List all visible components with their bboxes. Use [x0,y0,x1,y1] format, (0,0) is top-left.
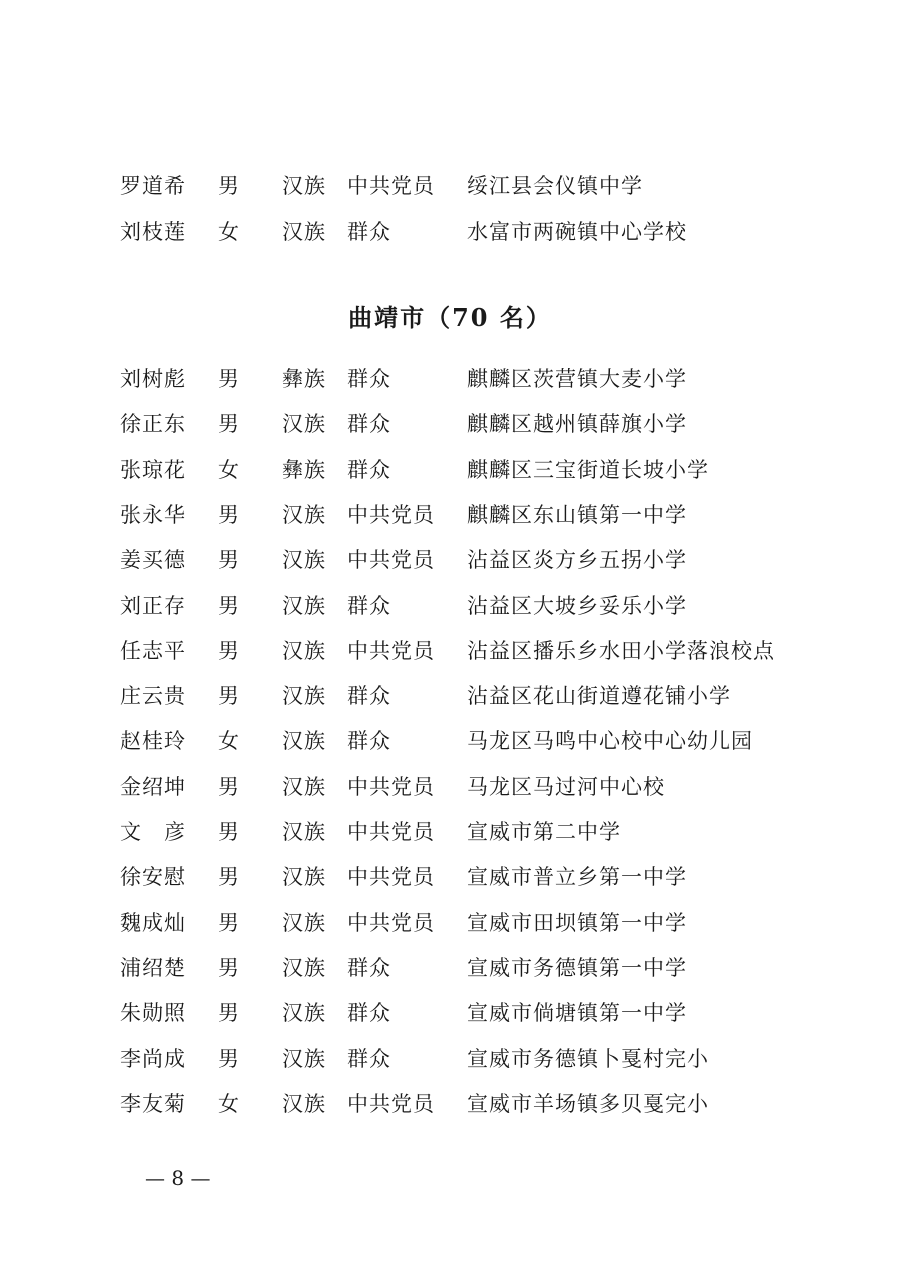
ethnicity: 汉族 [282,502,326,527]
ethnicity: 汉族 [282,1001,326,1026]
political-status: 群众 [347,1046,391,1071]
ethnicity: 汉族 [282,638,326,663]
gender: 女 [218,729,240,754]
list-row [0,1087,900,1121]
list-row [0,498,900,532]
person-name: 赵桂玲 [120,729,186,754]
organization: 宣威市羊场镇多贝戛完小 [467,1091,709,1116]
list-row [0,724,900,758]
person-name: 姜买德 [120,548,186,573]
gender: 男 [218,412,240,437]
list-row [0,679,900,713]
ethnicity: 汉族 [282,174,326,198]
organization: 麒麟区东山镇第一中学 [467,502,687,527]
list-row [0,543,900,577]
organization: 绥江县会仪镇中学 [467,174,643,198]
list-row [0,407,900,441]
gender: 男 [218,1001,240,1026]
gender: 女 [218,457,240,482]
ethnicity: 汉族 [282,593,326,618]
ethnicity: 汉族 [282,1046,326,1071]
person-name: 张琼花 [120,457,186,482]
list-row [0,860,900,894]
person-name: 金绍坤 [120,774,186,799]
ethnicity: 汉族 [282,910,326,935]
gender: 女 [218,1091,240,1116]
political-status: 群众 [347,955,391,980]
list-row [0,815,900,849]
political-status: 群众 [347,593,391,618]
ethnicity: 汉族 [282,865,326,890]
political-status: 群众 [347,684,391,709]
gender: 男 [218,910,240,935]
list-row [0,906,900,940]
organization: 水富市两碗镇中心学校 [467,219,687,244]
gender: 男 [218,638,240,663]
ethnicity: 汉族 [282,820,326,844]
person-name: 朱勋照 [120,1001,186,1026]
person-name: 庄云贵 [120,684,186,709]
political-status: 中共党员 [347,865,435,890]
political-status: 中共党员 [347,1091,435,1116]
list-row [0,996,900,1030]
gender: 男 [218,174,240,198]
organization: 宣威市务德镇第一中学 [467,955,687,980]
gender: 男 [218,367,240,391]
ethnicity: 汉族 [282,1091,326,1116]
gender: 男 [218,820,240,844]
person-name: 浦绍楚 [120,955,186,980]
person-name: 罗道希 [120,174,186,198]
organization: 宣威市务德镇卜戛村完小 [467,1046,709,1071]
gender: 男 [218,502,240,527]
political-status: 群众 [347,1001,391,1026]
organization: 宣威市第二中学 [467,820,621,844]
list-row [0,634,900,668]
organization: 麒麟区三宝街道长坡小学 [467,457,709,482]
political-status: 中共党员 [347,502,435,527]
person-name: 李尚成 [120,1046,186,1071]
ethnicity: 彝族 [282,457,326,482]
political-status: 中共党员 [347,774,435,799]
person-name: 徐正东 [120,412,186,437]
person-name: 刘正存 [120,593,186,618]
gender: 男 [218,593,240,618]
person-name: 李友菊 [120,1091,186,1116]
organization: 麒麟区茨营镇大麦小学 [467,367,687,391]
person-name: 文 彦 [120,820,186,844]
political-status: 中共党员 [347,548,435,573]
person-name: 刘树彪 [120,367,186,391]
ethnicity: 汉族 [282,774,326,799]
page-number: — 8 — [145,1166,211,1190]
list-row [0,589,900,623]
gender: 男 [218,955,240,980]
organization: 宣威市倘塘镇第一中学 [467,1001,687,1026]
organization: 麒麟区越州镇薛旗小学 [467,412,687,437]
gender: 男 [218,548,240,573]
section-title: 曲靖市（70 名） [348,303,552,332]
ethnicity: 汉族 [282,955,326,980]
political-status: 中共党员 [347,910,435,935]
organization: 宣威市田坝镇第一中学 [467,910,687,935]
list-row [0,362,900,396]
person-name: 徐安慰 [120,865,186,890]
ethnicity: 汉族 [282,684,326,709]
gender: 女 [218,219,240,244]
ethnicity: 汉族 [282,412,326,437]
person-name: 张永华 [120,502,186,527]
gender: 男 [218,865,240,890]
organization: 宣威市普立乡第一中学 [467,865,687,890]
political-status: 群众 [347,367,391,391]
ethnicity: 汉族 [282,219,326,244]
political-status: 中共党员 [347,638,435,663]
list-row [0,215,900,249]
person-name: 刘枝莲 [120,219,186,244]
political-status: 中共党员 [347,820,435,844]
political-status: 中共党员 [347,174,435,198]
ethnicity: 汉族 [282,729,326,754]
list-row [0,453,900,487]
list-row [0,1042,900,1076]
person-name: 魏成灿 [120,910,186,935]
organization: 沾益区播乐乡水田小学落浪校点 [467,638,775,663]
gender: 男 [218,774,240,799]
political-status: 群众 [347,457,391,482]
organization: 沾益区花山街道遵花铺小学 [467,684,731,709]
organization: 沾益区炎方乡五拐小学 [467,548,687,573]
ethnicity: 彝族 [282,367,326,391]
political-status: 群众 [347,412,391,437]
person-name: 任志平 [120,638,186,663]
gender: 男 [218,1046,240,1071]
organization: 马龙区马鸣中心校中心幼儿园 [467,729,753,754]
gender: 男 [218,684,240,709]
political-status: 群众 [347,219,391,244]
list-row [0,169,900,203]
political-status: 群众 [347,729,391,754]
organization: 沾益区大坡乡妥乐小学 [467,593,687,618]
ethnicity: 汉族 [282,548,326,573]
list-row [0,951,900,985]
organization: 马龙区马过河中心校 [467,774,665,799]
list-row [0,770,900,804]
